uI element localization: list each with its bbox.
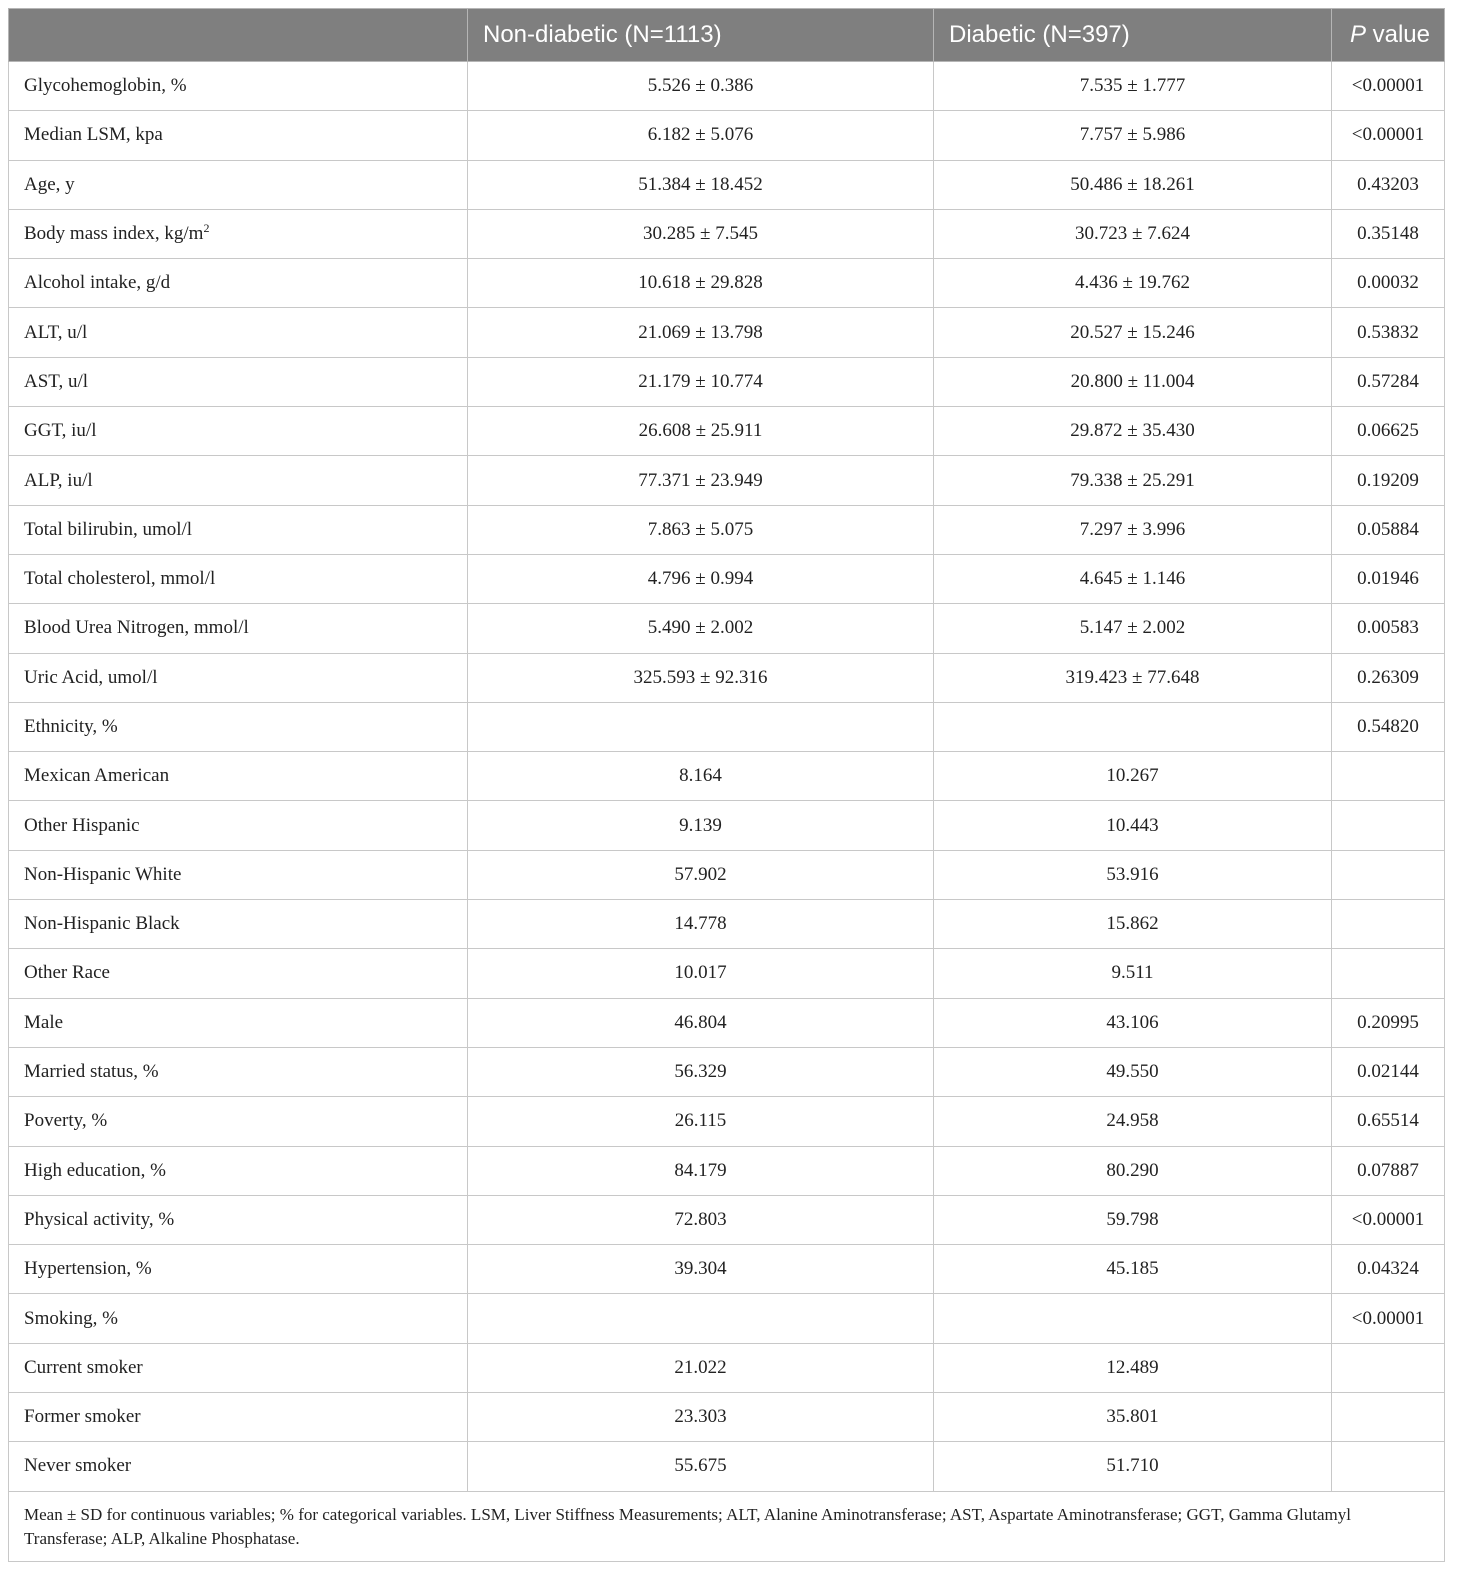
row-label-superscript: 2 (203, 221, 210, 236)
row-label-text: Former smoker (24, 1406, 141, 1428)
row-label (9, 801, 468, 850)
non-diabetic-value: 10.017 (468, 949, 934, 998)
table-row (9, 1393, 1445, 1442)
row-label-text: Mexican American (24, 765, 170, 787)
diabetic-value: 29.872 ± 35.430 (934, 407, 1332, 456)
non-diabetic-value: 5.526 ± 0.386 (468, 62, 934, 111)
table-row (9, 259, 1445, 308)
row-label-text: Age, y (24, 173, 75, 195)
diabetic-value: 10.443 (934, 801, 1332, 850)
row-label-text: Married status, % (24, 1061, 159, 1083)
row-label (9, 1393, 468, 1442)
row-label (9, 1047, 468, 1096)
table-row (9, 1343, 1445, 1392)
row-label-text: Alcohol intake, g/d (24, 272, 171, 294)
diabetic-value: 5.147 ± 2.002 (934, 604, 1332, 653)
table-row (9, 998, 1445, 1047)
row-label (9, 160, 468, 209)
diabetic-value: 319.423 ± 77.648 (934, 653, 1332, 702)
table-row (9, 949, 1445, 998)
non-diabetic-value: 8.164 (468, 752, 934, 801)
p-value: 0.02144 (1332, 1047, 1445, 1096)
diabetic-value: 30.723 ± 7.624 (934, 209, 1332, 258)
row-label-text: Never smoker (24, 1455, 132, 1477)
row-label-text: Median LSM, kpa (24, 124, 163, 146)
non-diabetic-value: 7.863 ± 5.075 (468, 505, 934, 554)
p-value: <0.00001 (1332, 111, 1445, 160)
p-value: 0.54820 (1332, 702, 1445, 751)
row-label-text: ALT, u/l (24, 321, 88, 343)
row-label-text: Ethnicity, % (24, 716, 118, 737)
non-diabetic-value: 14.778 (468, 900, 934, 949)
p-value: 0.05884 (1332, 505, 1445, 554)
diabetic-value: 24.958 (934, 1097, 1332, 1146)
row-label-text: Hypertension, % (24, 1258, 152, 1280)
p-value (1332, 1393, 1445, 1442)
row-label (9, 702, 468, 751)
diabetic-value: 9.511 (934, 949, 1332, 998)
row-label (9, 505, 468, 554)
row-label (9, 653, 468, 702)
header-non-diabetic: Non-diabetic (N=1113) (468, 9, 934, 62)
diabetic-value: 43.106 (934, 998, 1332, 1047)
p-value: 0.19209 (1332, 456, 1445, 505)
p-value (1332, 949, 1445, 998)
diabetic-value: 7.535 ± 1.777 (934, 62, 1332, 111)
non-diabetic-value (468, 702, 934, 751)
row-label (9, 1442, 468, 1491)
table-row (9, 801, 1445, 850)
p-value (1332, 1343, 1445, 1392)
table-container (8, 8, 1444, 1562)
table-row (9, 702, 1445, 751)
header-diabetic: Diabetic (N=397) (934, 9, 1332, 62)
diabetic-value: 49.550 (934, 1047, 1332, 1096)
row-label (9, 456, 468, 505)
diabetic-value (934, 1294, 1332, 1343)
row-label (9, 407, 468, 456)
non-diabetic-value: 10.618 ± 29.828 (468, 259, 934, 308)
non-diabetic-value: 23.303 (468, 1393, 934, 1442)
p-value: 0.20995 (1332, 998, 1445, 1047)
non-diabetic-value: 55.675 (468, 1442, 934, 1491)
p-value: 0.00583 (1332, 604, 1445, 653)
header-p-italic: P (1349, 21, 1366, 48)
non-diabetic-value: 56.329 (468, 1047, 934, 1096)
diabetic-value: 50.486 ± 18.261 (934, 160, 1332, 209)
p-value: <0.00001 (1332, 62, 1445, 111)
p-value (1332, 850, 1445, 899)
table-row (9, 407, 1445, 456)
p-value: 0.00032 (1332, 259, 1445, 308)
row-label-text: Non-Hispanic Black (24, 913, 180, 935)
diabetic-value: 59.798 (934, 1195, 1332, 1244)
non-diabetic-value: 46.804 (468, 998, 934, 1047)
diabetic-value: 20.800 ± 11.004 (934, 357, 1332, 406)
row-label-text: Blood Urea Nitrogen, mmol/l (24, 617, 249, 639)
table-header (9, 9, 1445, 62)
non-diabetic-value (468, 1294, 934, 1343)
table-row (9, 554, 1445, 603)
p-value: 0.06625 (1332, 407, 1445, 456)
header-p-rest: value (1365, 21, 1430, 48)
row-label (9, 62, 468, 111)
row-label (9, 308, 468, 357)
table-footnote: Mean ± SD for continuous variables; % for categorical variables. LSM, Liver Stiffness Measurements; ALT, Alanine Aminotransferase; AST, Aspartate Aminotransferase; GGT, Gamma Glutamyl Transferase; ALP, Alkaline Phosphatase. (9, 1491, 1445, 1561)
non-diabetic-value: 72.803 (468, 1195, 934, 1244)
p-value: 0.35148 (1332, 209, 1445, 258)
table-row (9, 1245, 1445, 1294)
diabetic-value: 53.916 (934, 850, 1332, 899)
row-label (9, 1294, 468, 1343)
table-row (9, 357, 1445, 406)
non-diabetic-value: 9.139 (468, 801, 934, 850)
row-label (9, 604, 468, 653)
diabetic-value: 4.436 ± 19.762 (934, 259, 1332, 308)
table-row (9, 1195, 1445, 1244)
row-label (9, 1146, 468, 1195)
diabetic-value: 10.267 (934, 752, 1332, 801)
non-diabetic-value: 21.069 ± 13.798 (468, 308, 934, 357)
row-label-text: Physical activity, % (24, 1208, 175, 1230)
row-label (9, 949, 468, 998)
row-label-text: Current smoker (24, 1356, 143, 1378)
p-value: 0.01946 (1332, 554, 1445, 603)
table-row (9, 752, 1445, 801)
row-label-text: Non-Hispanic White (24, 863, 182, 885)
diabetic-value (934, 702, 1332, 751)
diabetic-value: 20.527 ± 15.246 (934, 308, 1332, 357)
row-label-text: ALP, iu/l (24, 469, 93, 491)
table-row (9, 1442, 1445, 1491)
row-label (9, 1343, 468, 1392)
row-label (9, 111, 468, 160)
p-value: 0.07887 (1332, 1146, 1445, 1195)
non-diabetic-value: 39.304 (468, 1245, 934, 1294)
table-row (9, 160, 1445, 209)
row-label-text: Body mass index, kg/m (24, 223, 204, 245)
non-diabetic-value: 5.490 ± 2.002 (468, 604, 934, 653)
diabetic-value: 79.338 ± 25.291 (934, 456, 1332, 505)
header-p-value (1332, 9, 1445, 62)
table-row (9, 1294, 1445, 1343)
table-row (9, 505, 1445, 554)
row-label-text: Other Race (24, 962, 110, 984)
table-footer (9, 1491, 1445, 1561)
p-value: 0.43203 (1332, 160, 1445, 209)
row-label (9, 900, 468, 949)
non-diabetic-value: 21.179 ± 10.774 (468, 357, 934, 406)
table-row (9, 456, 1445, 505)
baseline-characteristics-table (8, 8, 1445, 1562)
p-value: 0.26309 (1332, 653, 1445, 702)
row-label-text: Uric Acid, umol/l (24, 666, 158, 688)
table-row (9, 209, 1445, 258)
row-label-text: High education, % (24, 1159, 166, 1181)
row-label (9, 752, 468, 801)
table-row (9, 900, 1445, 949)
diabetic-value: 4.645 ± 1.146 (934, 554, 1332, 603)
diabetic-value: 80.290 (934, 1146, 1332, 1195)
p-value: 0.04324 (1332, 1245, 1445, 1294)
row-label (9, 259, 468, 308)
non-diabetic-value: 21.022 (468, 1343, 934, 1392)
diabetic-value: 15.862 (934, 900, 1332, 949)
diabetic-value: 12.489 (934, 1343, 1332, 1392)
non-diabetic-value: 51.384 ± 18.452 (468, 160, 934, 209)
p-value: 0.57284 (1332, 357, 1445, 406)
row-label-text: Male (24, 1011, 64, 1033)
table-row (9, 62, 1445, 111)
diabetic-value: 51.710 (934, 1442, 1332, 1491)
table-row (9, 308, 1445, 357)
p-value (1332, 900, 1445, 949)
row-label (9, 209, 468, 258)
table-row (9, 1047, 1445, 1096)
non-diabetic-value: 4.796 ± 0.994 (468, 554, 934, 603)
header-variable (9, 9, 468, 62)
non-diabetic-value: 30.285 ± 7.545 (468, 209, 934, 258)
diabetic-value: 7.297 ± 3.996 (934, 505, 1332, 554)
diabetic-value: 7.757 ± 5.986 (934, 111, 1332, 160)
row-label-text: Glycohemoglobin, % (24, 75, 187, 97)
row-label (9, 850, 468, 899)
table-row (9, 653, 1445, 702)
non-diabetic-value: 6.182 ± 5.076 (468, 111, 934, 160)
row-label (9, 554, 468, 603)
row-label (9, 1097, 468, 1146)
row-label (9, 357, 468, 406)
diabetic-value: 45.185 (934, 1245, 1332, 1294)
row-label-text: Smoking, % (24, 1307, 118, 1329)
p-value (1332, 1442, 1445, 1491)
non-diabetic-value: 26.608 ± 25.911 (468, 407, 934, 456)
table-row (9, 604, 1445, 653)
row-label-text: Poverty, % (24, 1110, 108, 1132)
table-row (9, 1146, 1445, 1195)
non-diabetic-value: 26.115 (468, 1097, 934, 1146)
row-label-text: AST, u/l (24, 370, 89, 392)
row-label (9, 1195, 468, 1244)
table-row (9, 111, 1445, 160)
non-diabetic-value: 325.593 ± 92.316 (468, 653, 934, 702)
non-diabetic-value: 84.179 (468, 1146, 934, 1195)
row-label (9, 998, 468, 1047)
p-value: 0.53832 (1332, 308, 1445, 357)
p-value: <0.00001 (1332, 1294, 1445, 1343)
row-label (9, 1245, 468, 1294)
non-diabetic-value: 57.902 (468, 850, 934, 899)
row-label-text: GGT, iu/l (24, 420, 97, 442)
table-body (9, 62, 1445, 1492)
non-diabetic-value: 77.371 ± 23.949 (468, 456, 934, 505)
table-row (9, 1097, 1445, 1146)
table-row (9, 850, 1445, 899)
p-value: 0.65514 (1332, 1097, 1445, 1146)
header-row (9, 9, 1445, 62)
footnote-row (9, 1491, 1445, 1561)
row-label-text: Other Hispanic (24, 814, 140, 836)
row-label-text: Total cholesterol, mmol/l (24, 568, 216, 590)
p-value (1332, 801, 1445, 850)
p-value: <0.00001 (1332, 1195, 1445, 1244)
row-label-text: Total bilirubin, umol/l (24, 518, 193, 540)
diabetic-value: 35.801 (934, 1393, 1332, 1442)
p-value (1332, 752, 1445, 801)
